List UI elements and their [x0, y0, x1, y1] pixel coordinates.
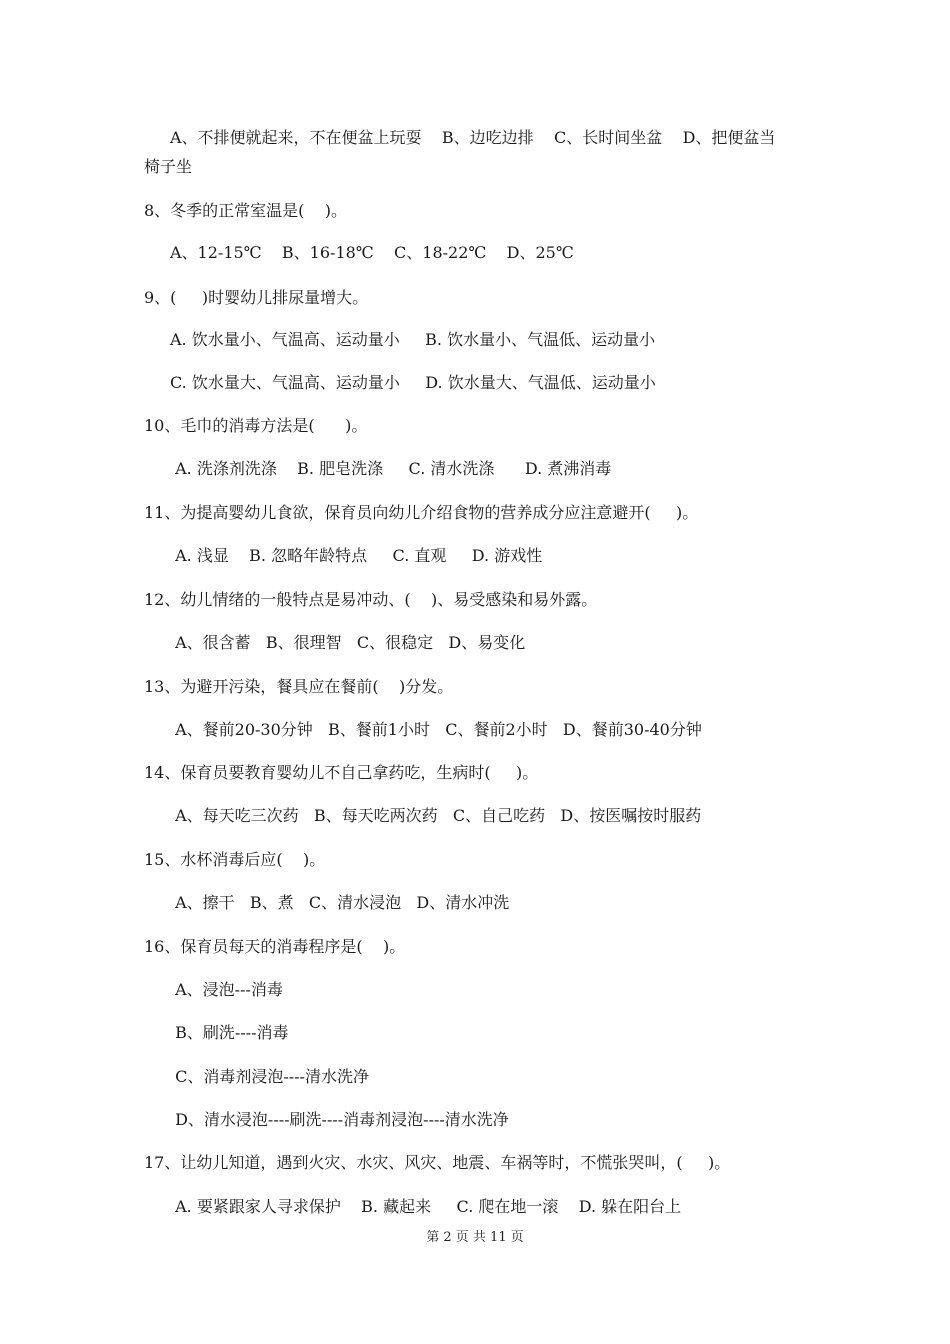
question-8: 8、冬季的正常室温是( )。 [144, 201, 348, 220]
question-14: 14、保育员要教育婴幼儿不自己拿药吃，生病时( )。 [144, 763, 539, 782]
options-9-ab: A. 饮水量小、气温高、运动量小 B. 饮水量小、气温低、运动量小 [170, 330, 656, 349]
option-line: A、不排便就起来，不在便盆上玩耍 B、边吃边排 C、长时间坐盆 D、把便盆当 [170, 128, 776, 147]
option-16-a: A、浸泡---消毒 [170, 980, 283, 999]
option-16-b: B、刷洗----消毒 [170, 1023, 289, 1042]
option-16-c: C、消毒剂浸泡----清水洗净 [170, 1067, 369, 1086]
page-number-footer: 第 2 页 共 11 页 [426, 1230, 524, 1245]
question-12: 12、幼儿情绪的一般特点是易冲动、( )、易受感染和易外露。 [144, 590, 598, 609]
question-13: 13、为避开污染，餐具应在餐前( )分发。 [144, 677, 454, 696]
options-14: A、每天吃三次药 B、每天吃两次药 C、自己吃药 D、按医嘱按时服药 [170, 806, 702, 825]
question-9: 9、( )时婴幼儿排尿量增大。 [144, 288, 369, 307]
question-15: 15、水杯消毒后应( )。 [144, 850, 326, 869]
options-13: A、餐前20-30分钟 B、餐前1小时 C、餐前2小时 D、餐前30-40分钟 [170, 720, 702, 739]
options-12: A、很含蓄 B、很理智 C、很稳定 D、易变化 [170, 633, 526, 652]
options-11: A. 浅显 B. 忽略年龄特点 C. 直观 D. 游戏性 [170, 546, 543, 565]
options-10: A. 洗涤剂洗涤 B. 肥皂洗涤 C. 清水洗涤 D. 煮沸消毒 [170, 459, 612, 478]
options-9-cd: C. 饮水量大、气温高、运动量小 D. 饮水量大、气温低、运动量小 [170, 373, 656, 392]
options-8: A、12-15℃ B、16-18℃ C、18-22℃ D、25℃ [170, 243, 574, 262]
option-line-continued: 椅子坐 [144, 157, 193, 176]
question-11: 11、为提高婴幼儿食欲，保育员向幼儿介绍食物的营养成分应注意避开( )。 [144, 503, 699, 522]
option-16-d: D、清水浸泡----刷洗----消毒剂浸泡----清水洗净 [170, 1110, 509, 1129]
question-16: 16、保育员每天的消毒程序是( )。 [144, 937, 406, 956]
options-15: A、擦干 B、煮 C、清水浸泡 D、清水冲洗 [170, 893, 510, 912]
question-10: 10、毛巾的消毒方法是( )。 [144, 416, 368, 435]
options-17: A. 要紧跟家人寻求保护 B. 藏起来 C. 爬在地一滚 D. 躲在阳台上 [170, 1197, 682, 1216]
question-17: 17、让幼儿知道，遇到火灾、水灾、风灾、地震、车祸等时，不慌张哭叫，( )。 [144, 1153, 731, 1172]
